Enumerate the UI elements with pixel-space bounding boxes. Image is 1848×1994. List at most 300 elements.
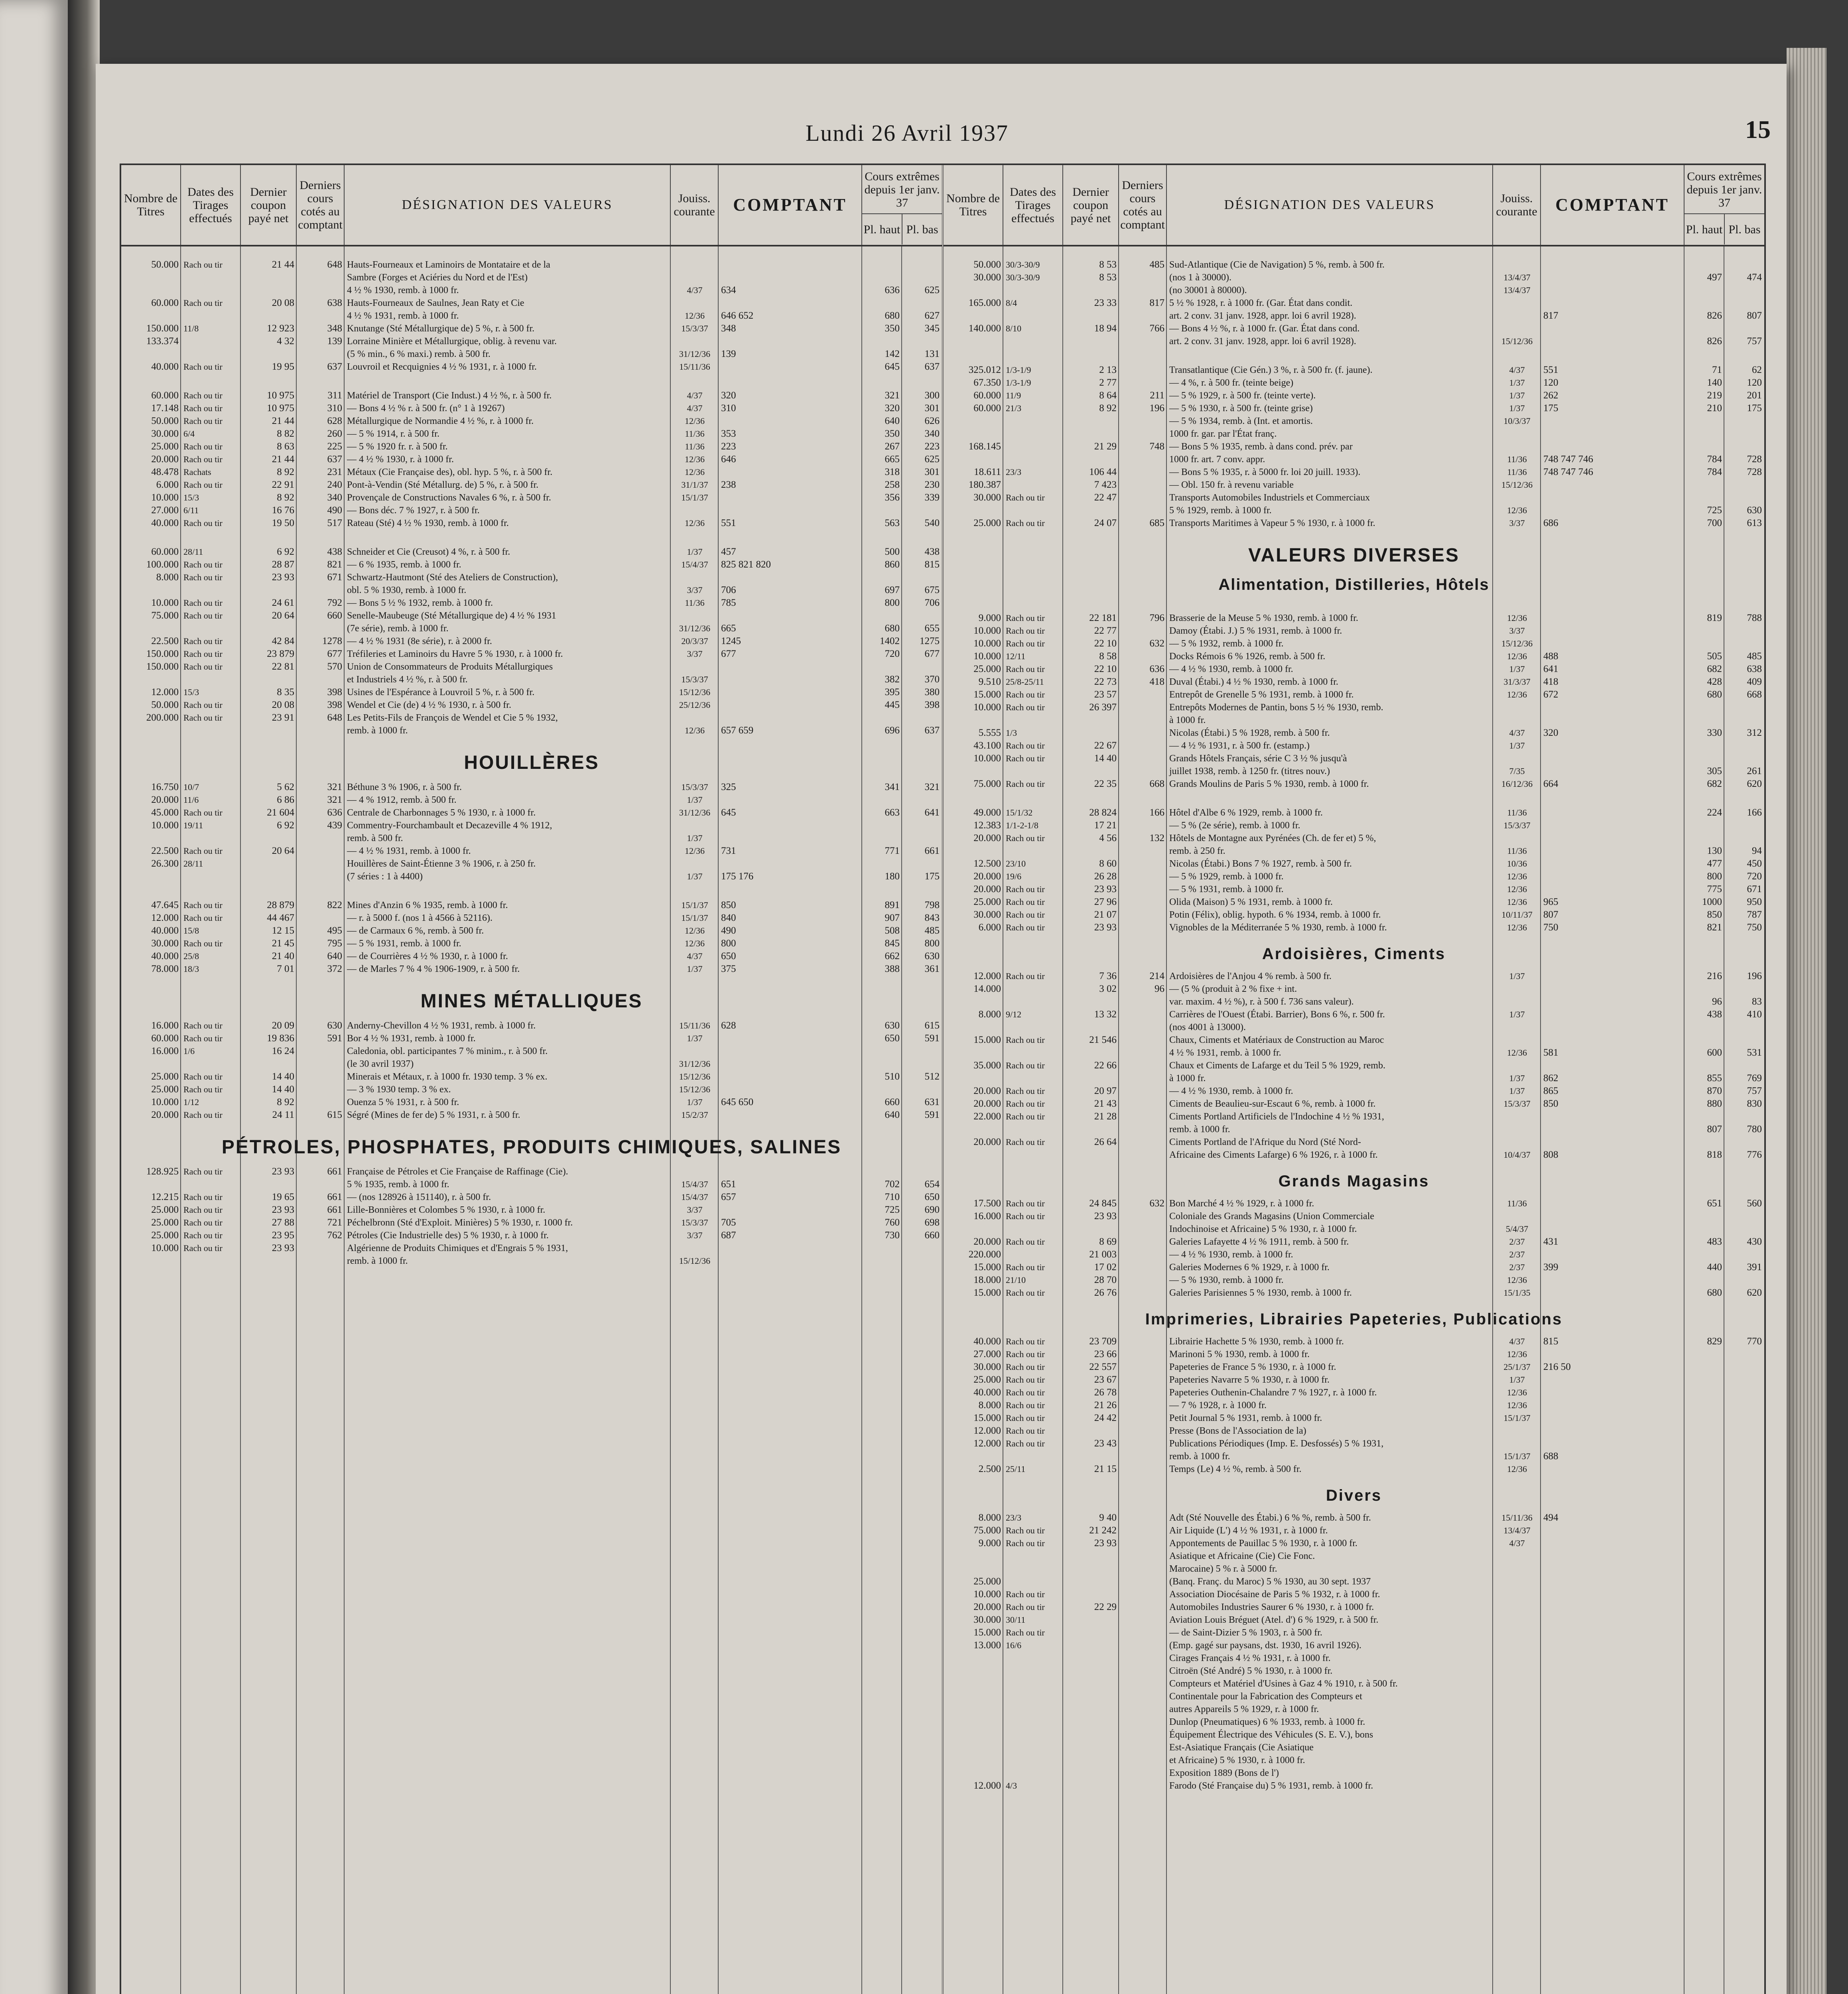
cell-dates bbox=[1003, 714, 1063, 727]
cell-comptant: 641 bbox=[1543, 664, 1558, 674]
col-dernier-coupon: Dernier coupon payé net bbox=[1063, 165, 1119, 245]
cell-comptant bbox=[719, 819, 862, 832]
table-row bbox=[944, 908, 1764, 921]
cell-comptant bbox=[1541, 1614, 1684, 1626]
cell-coupon bbox=[1063, 1562, 1119, 1575]
table-row bbox=[944, 389, 1764, 402]
cell-pl-haut: 702 bbox=[885, 1179, 900, 1190]
table-row bbox=[944, 1348, 1764, 1361]
cell-nombre: 25.000 bbox=[151, 441, 179, 452]
cell-dates: Rach ou tir bbox=[183, 598, 223, 608]
cell-pl-haut: 388 bbox=[885, 964, 900, 974]
cell-pl-haut: 428 bbox=[1707, 676, 1722, 687]
cell-designation: Hauts-Fourneaux de Saulnes, Jean Raty et Cie bbox=[347, 298, 524, 308]
cell-designation: Tréfileries et Laminoirs du Havre 5 % 1930, r. à 1000 fr. bbox=[347, 649, 563, 659]
table-row bbox=[944, 921, 1764, 934]
cell-pl-haut bbox=[1684, 1034, 1724, 1046]
cell-cours: 661 bbox=[327, 1166, 342, 1177]
cell-comptant bbox=[1541, 739, 1684, 752]
cell-pl-haut: 775 bbox=[1707, 884, 1722, 895]
cell-jouiss bbox=[671, 297, 719, 309]
section-valeurs-diverses: VALEURS DIVERSES bbox=[1248, 545, 1460, 566]
cell-designation: Hôtels de Montagne aux Pyrénées (Ch. de fer et) 5 %, bbox=[1169, 833, 1376, 843]
cell-cours: 748 bbox=[1149, 441, 1164, 452]
cell-jouiss: 1/37 bbox=[1509, 741, 1525, 751]
cell-nombre: 30.000 bbox=[973, 492, 1001, 503]
table-row bbox=[944, 1511, 1764, 1524]
cell-comptant: 262 bbox=[1543, 390, 1558, 401]
cell-dates bbox=[1003, 1665, 1063, 1677]
cell-coupon bbox=[241, 673, 297, 686]
cell-coupon bbox=[1063, 453, 1119, 466]
cell-comptant: 581 bbox=[1543, 1047, 1558, 1058]
cell-comptant bbox=[1541, 491, 1684, 504]
cell-pl-bas: 728 bbox=[1747, 454, 1762, 465]
cell-pl-haut bbox=[1684, 1274, 1724, 1287]
table-row bbox=[121, 597, 942, 609]
cell-cours bbox=[1119, 1034, 1167, 1046]
cell-jouiss bbox=[671, 857, 719, 870]
cell-nombre: 18.000 bbox=[973, 1275, 1001, 1285]
cell-pl-haut: 180 bbox=[885, 871, 900, 882]
cell-dates: Rach ou tir bbox=[1006, 1060, 1045, 1070]
cell-dates: Rach ou tir bbox=[183, 913, 223, 923]
cell-pl-bas bbox=[1724, 297, 1764, 309]
table-row bbox=[121, 673, 942, 686]
cell-coupon: 106 44 bbox=[1089, 467, 1117, 477]
cell-designation: Adt (Sté Nouvelle des Étabi.) 6 % %, remb. à 500 fr. bbox=[1169, 1513, 1371, 1523]
cell-cours: 648 bbox=[327, 259, 342, 270]
cell-dates: 1/12 bbox=[183, 1097, 199, 1107]
cell-nombre: 40.000 bbox=[151, 518, 179, 528]
cell-dates: Rach ou tir bbox=[1006, 1413, 1045, 1423]
table-row bbox=[944, 1614, 1764, 1626]
cell-pl-haut: 807 bbox=[1707, 1124, 1722, 1135]
cell-comptant bbox=[1541, 1021, 1684, 1034]
cell-coupon bbox=[1063, 1149, 1119, 1161]
cell-comptant bbox=[1541, 1550, 1684, 1562]
cell-jouiss bbox=[1493, 1562, 1541, 1575]
cell-pl-bas: 769 bbox=[1747, 1073, 1762, 1084]
cell-designation: (7e série), remb. à 1000 fr. bbox=[347, 623, 449, 634]
cell-jouiss: 2/37 bbox=[1509, 1249, 1525, 1259]
cell-cours bbox=[1119, 1741, 1167, 1754]
cell-cours bbox=[1119, 819, 1167, 832]
cell-comptant bbox=[719, 504, 862, 517]
cell-nombre: 8.000 bbox=[978, 1400, 1001, 1411]
cell-nombre bbox=[944, 1754, 1003, 1767]
cell-comptant bbox=[1541, 1677, 1684, 1690]
cell-nombre: 60.000 bbox=[973, 403, 1001, 414]
cell-designation: Les Petits-Fils de François de Wendel et Cie 5 % 1932, bbox=[347, 713, 558, 723]
table-row bbox=[944, 1223, 1764, 1235]
cell-coupon: 27 96 bbox=[1094, 897, 1117, 907]
cell-designation: Wendel et Cie (de) 4 ½ % 1930, r. à 500 fr. bbox=[347, 700, 511, 710]
table-row bbox=[944, 806, 1764, 819]
table-row bbox=[944, 1677, 1764, 1690]
cell-cours: 792 bbox=[327, 597, 342, 608]
cell-dates bbox=[1003, 440, 1063, 453]
cell-pl-bas bbox=[1724, 1562, 1764, 1575]
cell-cours: 660 bbox=[327, 610, 342, 621]
cell-cours: 821 bbox=[327, 559, 342, 570]
cell-coupon bbox=[1063, 1728, 1119, 1741]
cell-cours: 591 bbox=[327, 1033, 342, 1044]
cell-comptant bbox=[719, 491, 862, 504]
cell-cours bbox=[297, 622, 345, 635]
cell-jouiss bbox=[1493, 1677, 1541, 1690]
cell-cours bbox=[1119, 896, 1167, 908]
table-row bbox=[121, 1242, 942, 1255]
cell-jouiss: 31/12/36 bbox=[679, 1059, 711, 1069]
table-row bbox=[944, 440, 1764, 453]
cell-coupon: 21 44 bbox=[272, 454, 294, 465]
cell-cours: 214 bbox=[1149, 971, 1164, 981]
cell-pl-bas bbox=[902, 297, 942, 309]
cell-designation: Mines d'Anzin 6 % 1935, remb. à 1000 fr. bbox=[347, 900, 508, 910]
cell-cours: 668 bbox=[1149, 778, 1164, 789]
cell-coupon bbox=[241, 584, 297, 597]
cell-pl-bas bbox=[1724, 1136, 1764, 1149]
cell-pl-bas: 131 bbox=[924, 349, 940, 359]
cell-cours: 637 bbox=[327, 454, 342, 465]
cell-comptant bbox=[1541, 1588, 1684, 1601]
cell-dates: Rach ou tir bbox=[1006, 1538, 1045, 1548]
cell-jouiss bbox=[1493, 701, 1541, 714]
cell-pl-haut: 760 bbox=[885, 1217, 900, 1228]
cell-dates: 11/6 bbox=[183, 795, 199, 805]
cell-coupon: 23 57 bbox=[1094, 689, 1117, 700]
cell-dates bbox=[1003, 415, 1063, 428]
cell-designation: à 1000 fr. bbox=[1169, 715, 1206, 725]
cell-dates: Rach ou tir bbox=[183, 649, 223, 659]
table-row bbox=[944, 676, 1764, 688]
cell-dates bbox=[181, 271, 241, 284]
cell-jouiss bbox=[671, 1242, 719, 1255]
table-row bbox=[944, 714, 1764, 727]
table-row bbox=[944, 428, 1764, 440]
cell-jouiss: 15/1/37 bbox=[681, 913, 708, 923]
cell-coupon: 8 58 bbox=[1099, 651, 1117, 662]
cell-coupon: 23 93 bbox=[272, 572, 294, 583]
cell-pl-bas bbox=[1724, 637, 1764, 650]
cell-pl-haut bbox=[862, 1242, 902, 1255]
cell-pl-bas bbox=[1724, 428, 1764, 440]
cell-comptant bbox=[1541, 806, 1684, 819]
cell-coupon: 23 93 bbox=[272, 1243, 294, 1253]
cell-dates: 15/3 bbox=[183, 687, 199, 697]
cell-pl-haut bbox=[862, 819, 902, 832]
cours-extremes-label: Cours extrêmes depuis 1er janv. 37 bbox=[1684, 166, 1764, 214]
cell-cours bbox=[1119, 504, 1167, 517]
cell-pl-bas: 613 bbox=[1747, 518, 1762, 528]
cell-nombre: 30.000 bbox=[973, 909, 1001, 920]
cell-jouiss bbox=[1493, 1601, 1541, 1614]
table-row bbox=[944, 1287, 1764, 1299]
table-row bbox=[944, 1361, 1764, 1373]
section-petroles: PÉTROLES, PHOSPHATES, PRODUITS CHIMIQUES, SALINES bbox=[221, 1137, 842, 1158]
cell-comptant: 808 bbox=[1543, 1149, 1558, 1160]
cell-coupon: 8 82 bbox=[277, 428, 294, 439]
cell-pl-haut: 700 bbox=[1707, 518, 1722, 528]
cell-nombre: 20.000 bbox=[973, 871, 1001, 882]
cell-cours: 661 bbox=[327, 1204, 342, 1215]
cell-dates: Rach ou tir bbox=[183, 1072, 223, 1082]
section-houilleres: HOUILLÈRES bbox=[464, 752, 599, 773]
cell-jouiss bbox=[1493, 1639, 1541, 1652]
cell-nombre: 30.000 bbox=[973, 1614, 1001, 1625]
cell-coupon: 26 76 bbox=[1094, 1287, 1117, 1298]
cell-pl-bas: 615 bbox=[924, 1020, 940, 1031]
cell-jouiss: 1/37 bbox=[687, 1097, 703, 1107]
cell-coupon bbox=[1063, 1754, 1119, 1767]
cell-dates bbox=[1003, 1754, 1063, 1767]
cell-jouiss: 1/37 bbox=[687, 1033, 703, 1043]
cell-dates: Rach ou tir bbox=[1006, 910, 1045, 920]
cell-dates: Rach ou tir bbox=[183, 808, 223, 818]
cell-coupon: 22 10 bbox=[1094, 664, 1117, 674]
cell-pl-haut bbox=[1684, 1136, 1724, 1149]
cell-cours: 398 bbox=[327, 687, 342, 698]
cell-nombre: 40.000 bbox=[973, 1387, 1001, 1398]
table-row bbox=[944, 739, 1764, 752]
cell-pl-bas bbox=[1724, 1425, 1764, 1437]
cell-nombre: 50.000 bbox=[151, 699, 179, 710]
cell-nombre: 325.012 bbox=[968, 365, 1001, 375]
cell-dates: 21/3 bbox=[1006, 403, 1022, 413]
cell-cours bbox=[1119, 1677, 1167, 1690]
cell-cours bbox=[1119, 625, 1167, 637]
cell-coupon: 23 93 bbox=[272, 1204, 294, 1215]
cell-pl-haut bbox=[1684, 1059, 1724, 1072]
cell-jouiss: 11/36 bbox=[1507, 846, 1527, 856]
cell-designation: remb. à 250 fr. bbox=[1169, 846, 1225, 856]
cell-pl-haut bbox=[862, 794, 902, 806]
cell-jouiss: 3/37 bbox=[687, 649, 703, 659]
cell-pl-bas: 591 bbox=[924, 1033, 940, 1044]
cell-nombre bbox=[944, 1021, 1003, 1034]
cell-designation: 4 ½ % 1931, remb. à 1000 fr. bbox=[347, 311, 459, 321]
cell-dates: Rach ou tir bbox=[1006, 1628, 1045, 1637]
cell-dates: 1/3-1/9 bbox=[1006, 378, 1031, 388]
cell-nombre: 5.555 bbox=[978, 727, 1001, 738]
cell-pl-haut: 130 bbox=[1707, 845, 1722, 856]
cell-cours bbox=[1119, 376, 1167, 389]
cell-coupon bbox=[241, 309, 297, 322]
table-row bbox=[121, 1165, 942, 1178]
cell-cours bbox=[1119, 1085, 1167, 1097]
cell-pl-bas bbox=[902, 711, 942, 724]
cell-pl-bas: 798 bbox=[924, 900, 940, 910]
cell-pl-haut bbox=[1684, 1373, 1724, 1386]
cell-pl-haut: 800 bbox=[1707, 871, 1722, 882]
cell-jouiss: 12/36 bbox=[684, 725, 705, 735]
cell-coupon bbox=[1063, 1588, 1119, 1601]
cell-pl-bas: 706 bbox=[924, 597, 940, 608]
table-row bbox=[121, 1229, 942, 1242]
cell-pl-haut: 720 bbox=[885, 648, 900, 659]
cell-cours bbox=[1119, 995, 1167, 1008]
cell-dates: 11/9 bbox=[1006, 390, 1021, 400]
cell-jouiss bbox=[1493, 1437, 1541, 1450]
table-row bbox=[944, 491, 1764, 504]
cell-jouiss bbox=[671, 504, 719, 517]
cell-pl-haut bbox=[1684, 1754, 1724, 1767]
cell-jouiss bbox=[1493, 1136, 1541, 1149]
cell-dates: 25/8 bbox=[183, 951, 199, 961]
table-row bbox=[121, 453, 942, 466]
cell-comptant bbox=[719, 673, 862, 686]
cell-cours: 677 bbox=[327, 648, 342, 659]
cell-nombre: 10.000 bbox=[151, 597, 179, 608]
cell-cours bbox=[1119, 1110, 1167, 1123]
cell-nombre: 25.000 bbox=[151, 1230, 179, 1241]
cell-coupon bbox=[241, 1255, 297, 1267]
cell-pl-haut: 662 bbox=[885, 951, 900, 962]
cell-comptant: 800 bbox=[721, 938, 736, 949]
cell-pl-bas bbox=[1724, 1716, 1764, 1728]
cell-jouiss: 15/12/36 bbox=[679, 1084, 711, 1094]
cell-pl-bas: 474 bbox=[1747, 272, 1762, 283]
cell-pl-bas: 345 bbox=[924, 323, 940, 334]
cell-pl-haut bbox=[1684, 1399, 1724, 1412]
cell-cours bbox=[1119, 1437, 1167, 1450]
cell-nombre: 35.000 bbox=[973, 1060, 1001, 1071]
cell-pl-haut: 224 bbox=[1707, 807, 1722, 818]
cell-coupon bbox=[1063, 1123, 1119, 1136]
cell-dates: Rach ou tir bbox=[183, 1110, 223, 1120]
cell-jouiss bbox=[1493, 832, 1541, 845]
cell-pl-haut bbox=[1684, 1550, 1724, 1562]
cell-nombre: 165.000 bbox=[968, 298, 1001, 308]
table-row bbox=[121, 648, 942, 660]
cell-pl-bas: 560 bbox=[1747, 1198, 1762, 1209]
cell-pl-bas bbox=[1724, 1348, 1764, 1361]
cell-designation: Cirages Français 4 ½ % 1931, r. à 1000 fr. bbox=[1169, 1653, 1331, 1663]
cell-cours bbox=[297, 1045, 345, 1058]
table-body-right bbox=[944, 246, 1764, 1994]
cell-designation: Publications Périodiques (Imp. E. Desfossés) 5 % 1931, bbox=[1169, 1438, 1384, 1449]
cell-pl-haut: 725 bbox=[1707, 505, 1722, 516]
cell-dates: Rach ou tir bbox=[183, 900, 223, 910]
cell-pl-haut: 636 bbox=[885, 285, 900, 296]
cell-cours bbox=[1119, 1550, 1167, 1562]
cell-nombre: 12.383 bbox=[973, 820, 1001, 831]
cell-pl-bas: 625 bbox=[924, 285, 940, 296]
cell-pl-bas: 637 bbox=[924, 725, 940, 736]
quotation-table bbox=[120, 164, 1766, 1994]
cell-pl-bas: 728 bbox=[1747, 467, 1762, 477]
cell-nombre bbox=[944, 428, 1003, 440]
table-row bbox=[944, 778, 1764, 790]
cell-dates bbox=[1003, 504, 1063, 517]
cell-coupon bbox=[241, 271, 297, 284]
cell-jouiss bbox=[1493, 428, 1541, 440]
cell-designation: et Industriels 4 ½ %, r. à 500 fr. bbox=[347, 674, 468, 685]
cell-jouiss: 4/37 bbox=[1509, 728, 1525, 738]
cell-coupon: 8 53 bbox=[1099, 259, 1117, 270]
cell-coupon: 21 28 bbox=[1094, 1111, 1117, 1122]
cell-pl-haut: 710 bbox=[885, 1192, 900, 1202]
cell-designation: Exposition 1889 (Bons de l') bbox=[1169, 1768, 1279, 1778]
cell-designation: Grands Hôtels Français, série C 3 ½ % jusqu'à bbox=[1169, 753, 1347, 764]
cell-coupon bbox=[1063, 1575, 1119, 1588]
pl-bas-label: Pl. bas bbox=[1724, 214, 1764, 244]
cell-pl-haut bbox=[1684, 322, 1724, 335]
cell-cours bbox=[1119, 701, 1167, 714]
cell-coupon: 23 709 bbox=[1089, 1336, 1117, 1347]
cell-pl-bas: 531 bbox=[1747, 1047, 1762, 1058]
cell-coupon: 17 21 bbox=[1094, 820, 1117, 831]
cell-pl-bas: 950 bbox=[1747, 897, 1762, 907]
cell-designation: Ardoisières de l'Anjou 4 % remb. à 500 fr. bbox=[1169, 971, 1332, 981]
table-row bbox=[944, 896, 1764, 908]
table-row bbox=[944, 1639, 1764, 1652]
cell-dates: Rach ou tir bbox=[1006, 922, 1045, 932]
cell-designation: — Bons 4 ½ % r. à 500 fr. (n° 1 à 19267) bbox=[347, 403, 505, 414]
cell-designation: autres Appareils 5 % 1929, r. à 1000 fr. bbox=[1169, 1704, 1319, 1714]
cell-cours: 311 bbox=[327, 390, 342, 401]
cell-comptant bbox=[1541, 765, 1684, 778]
table-row bbox=[121, 491, 942, 504]
cell-pl-haut bbox=[1684, 1588, 1724, 1601]
cell-nombre: 17.500 bbox=[973, 1198, 1001, 1209]
cell-nombre: 25.000 bbox=[973, 1576, 1001, 1587]
cell-dates: 8/4 bbox=[1006, 298, 1017, 308]
cell-pl-haut: 510 bbox=[885, 1071, 900, 1082]
table-row bbox=[121, 1070, 942, 1083]
cell-cours bbox=[1119, 1248, 1167, 1261]
cell-nombre: 27.000 bbox=[151, 505, 179, 516]
cell-comptant bbox=[719, 699, 862, 711]
cell-dates: Rach ou tir bbox=[1006, 1035, 1045, 1045]
cell-nombre: 12.000 bbox=[973, 971, 1001, 981]
cell-pl-bas bbox=[1724, 1437, 1764, 1450]
cell-pl-bas: 641 bbox=[924, 807, 940, 818]
cell-comptant bbox=[719, 271, 862, 284]
cell-designation: (Emp. gagé sur paysans, dst. 1930, 16 avril 1926). bbox=[1169, 1640, 1361, 1651]
cell-coupon bbox=[1063, 845, 1119, 857]
cell-cours bbox=[1119, 883, 1167, 896]
cell-nombre bbox=[121, 870, 181, 883]
cell-pl-bas: 339 bbox=[924, 492, 940, 503]
table-row bbox=[944, 1588, 1764, 1601]
cell-pl-haut bbox=[862, 297, 902, 309]
cell-nombre: 30.000 bbox=[973, 1362, 1001, 1372]
cell-nombre bbox=[944, 714, 1003, 727]
cell-comptant bbox=[1541, 1110, 1684, 1123]
cell-dates bbox=[1003, 284, 1063, 297]
cell-designation: Association Diocésaine de Paris 5 % 1932, r. à 1000 fr. bbox=[1169, 1589, 1380, 1600]
cell-jouiss: 1/37 bbox=[1509, 1073, 1525, 1083]
table-row bbox=[944, 1197, 1764, 1210]
cell-coupon: 22 77 bbox=[1094, 625, 1117, 636]
cell-designation: Olida (Maison) 5 % 1931, remb. à 1000 fr. bbox=[1169, 897, 1333, 907]
cell-designation: Est-Asiatique Français (Cie Asiatique bbox=[1169, 1742, 1314, 1753]
cell-designation: Houillères de Saint-Étienne 3 % 1906, r. à 250 fr. bbox=[347, 859, 536, 869]
table-row bbox=[944, 1399, 1764, 1412]
cell-pl-haut: 660 bbox=[885, 1097, 900, 1107]
cell-designation: Matériel de Transport (Cie Indust.) 4 ½ %, r. à 500 fr. bbox=[347, 390, 552, 401]
cell-jouiss: 11/36 bbox=[1507, 808, 1527, 818]
cell-coupon bbox=[1063, 995, 1119, 1008]
cell-nombre: 20.000 bbox=[973, 884, 1001, 895]
cell-comptant: 375 bbox=[721, 964, 736, 974]
cell-cours bbox=[297, 1083, 345, 1096]
cell-nombre: 50.000 bbox=[973, 259, 1001, 270]
cell-jouiss: 1/37 bbox=[687, 547, 703, 557]
cell-coupon bbox=[1063, 1665, 1119, 1677]
